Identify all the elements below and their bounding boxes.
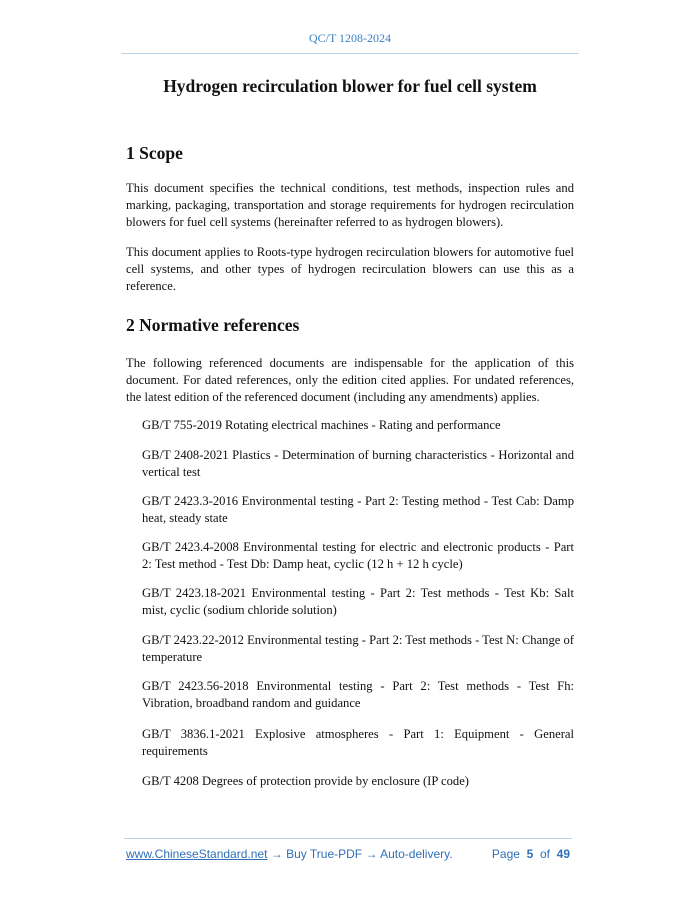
footer-promo [126,847,453,861]
reference-item: GB/T 2408-2021 Plastics - Determination of burning characteristics - Horizontal and vertical test [142,448,574,479]
footer-promo-text: → Buy True-PDF → Auto-delivery. [267,847,453,861]
document-title: Hydrogen recirculation blower for fuel cell system [163,76,537,96]
page-number [492,847,570,861]
reference-item: GB/T 2423.22-2012 Environmental testing - Part 2: Test methods - Test N: Change of temperature [142,633,574,664]
document-code-header: QC/T 1208-2024 [308,31,392,45]
page-current: 5 [526,847,534,861]
reference-item: GB/T 755-2019 Rotating electrical machines - Rating and performance [142,418,501,432]
page-of-label: of [539,847,550,861]
section-heading-scope: 1 Scope [126,143,183,163]
page-footer [126,847,570,861]
reference-item: GB/T 2423.4-2008 Environmental testing for electric and electronic products - Part 2: Test method - Test Db: Damp heat, cyclic (12 h + 12 h cycle) [142,540,574,571]
reference-item: GB/T 2423.3-2016 Environmental testing - Part 2: Testing method - Test Cab: Damp heat, steady state [142,494,574,525]
footer-divider [124,838,572,839]
page-label: Page [491,847,520,861]
normative-references-intro: The following referenced documents are indispensable for the application of this document. For dated references, only the edition cited applies. For undated references, the latest edition of the referenced document (including any amendments) applies. [126,356,574,404]
header-divider [121,53,579,54]
reference-item: GB/T 2423.18-2021 Environmental testing - Part 2: Test methods - Test Kb: Salt mist, cyclic (sodium chloride solution) [142,586,574,617]
scope-paragraph-1: This document specifies the technical conditions, test methods, inspection rules and marking, packaging, transportation and storage requirements for hydrogen recirculation blowers for fuel cell systems (hereinafter referred to as hydrogen blowers). [126,181,574,229]
page-total: 49 [556,847,570,861]
reference-item: GB/T 3836.1-2021 Explosive atmospheres - Part 1: Equipment - General requirements [142,727,574,758]
reference-item: GB/T 2423.56-2018 Environmental testing - Part 2: Test methods - Test Fh: Vibration, broadband random and guidance [142,679,574,710]
section-heading-normative-references: 2 Normative references [126,315,300,335]
scope-paragraph-2: This document applies to Roots-type hydrogen recirculation blowers for automotive fuel cell systems, and other types of hydrogen recirculation blowers can use this as a reference. [126,245,574,293]
reference-item: GB/T 4208 Degrees of protection provide by enclosure (IP code) [142,774,469,788]
chinesestandard-link[interactable]: www.ChineseStandard.net [126,847,268,861]
